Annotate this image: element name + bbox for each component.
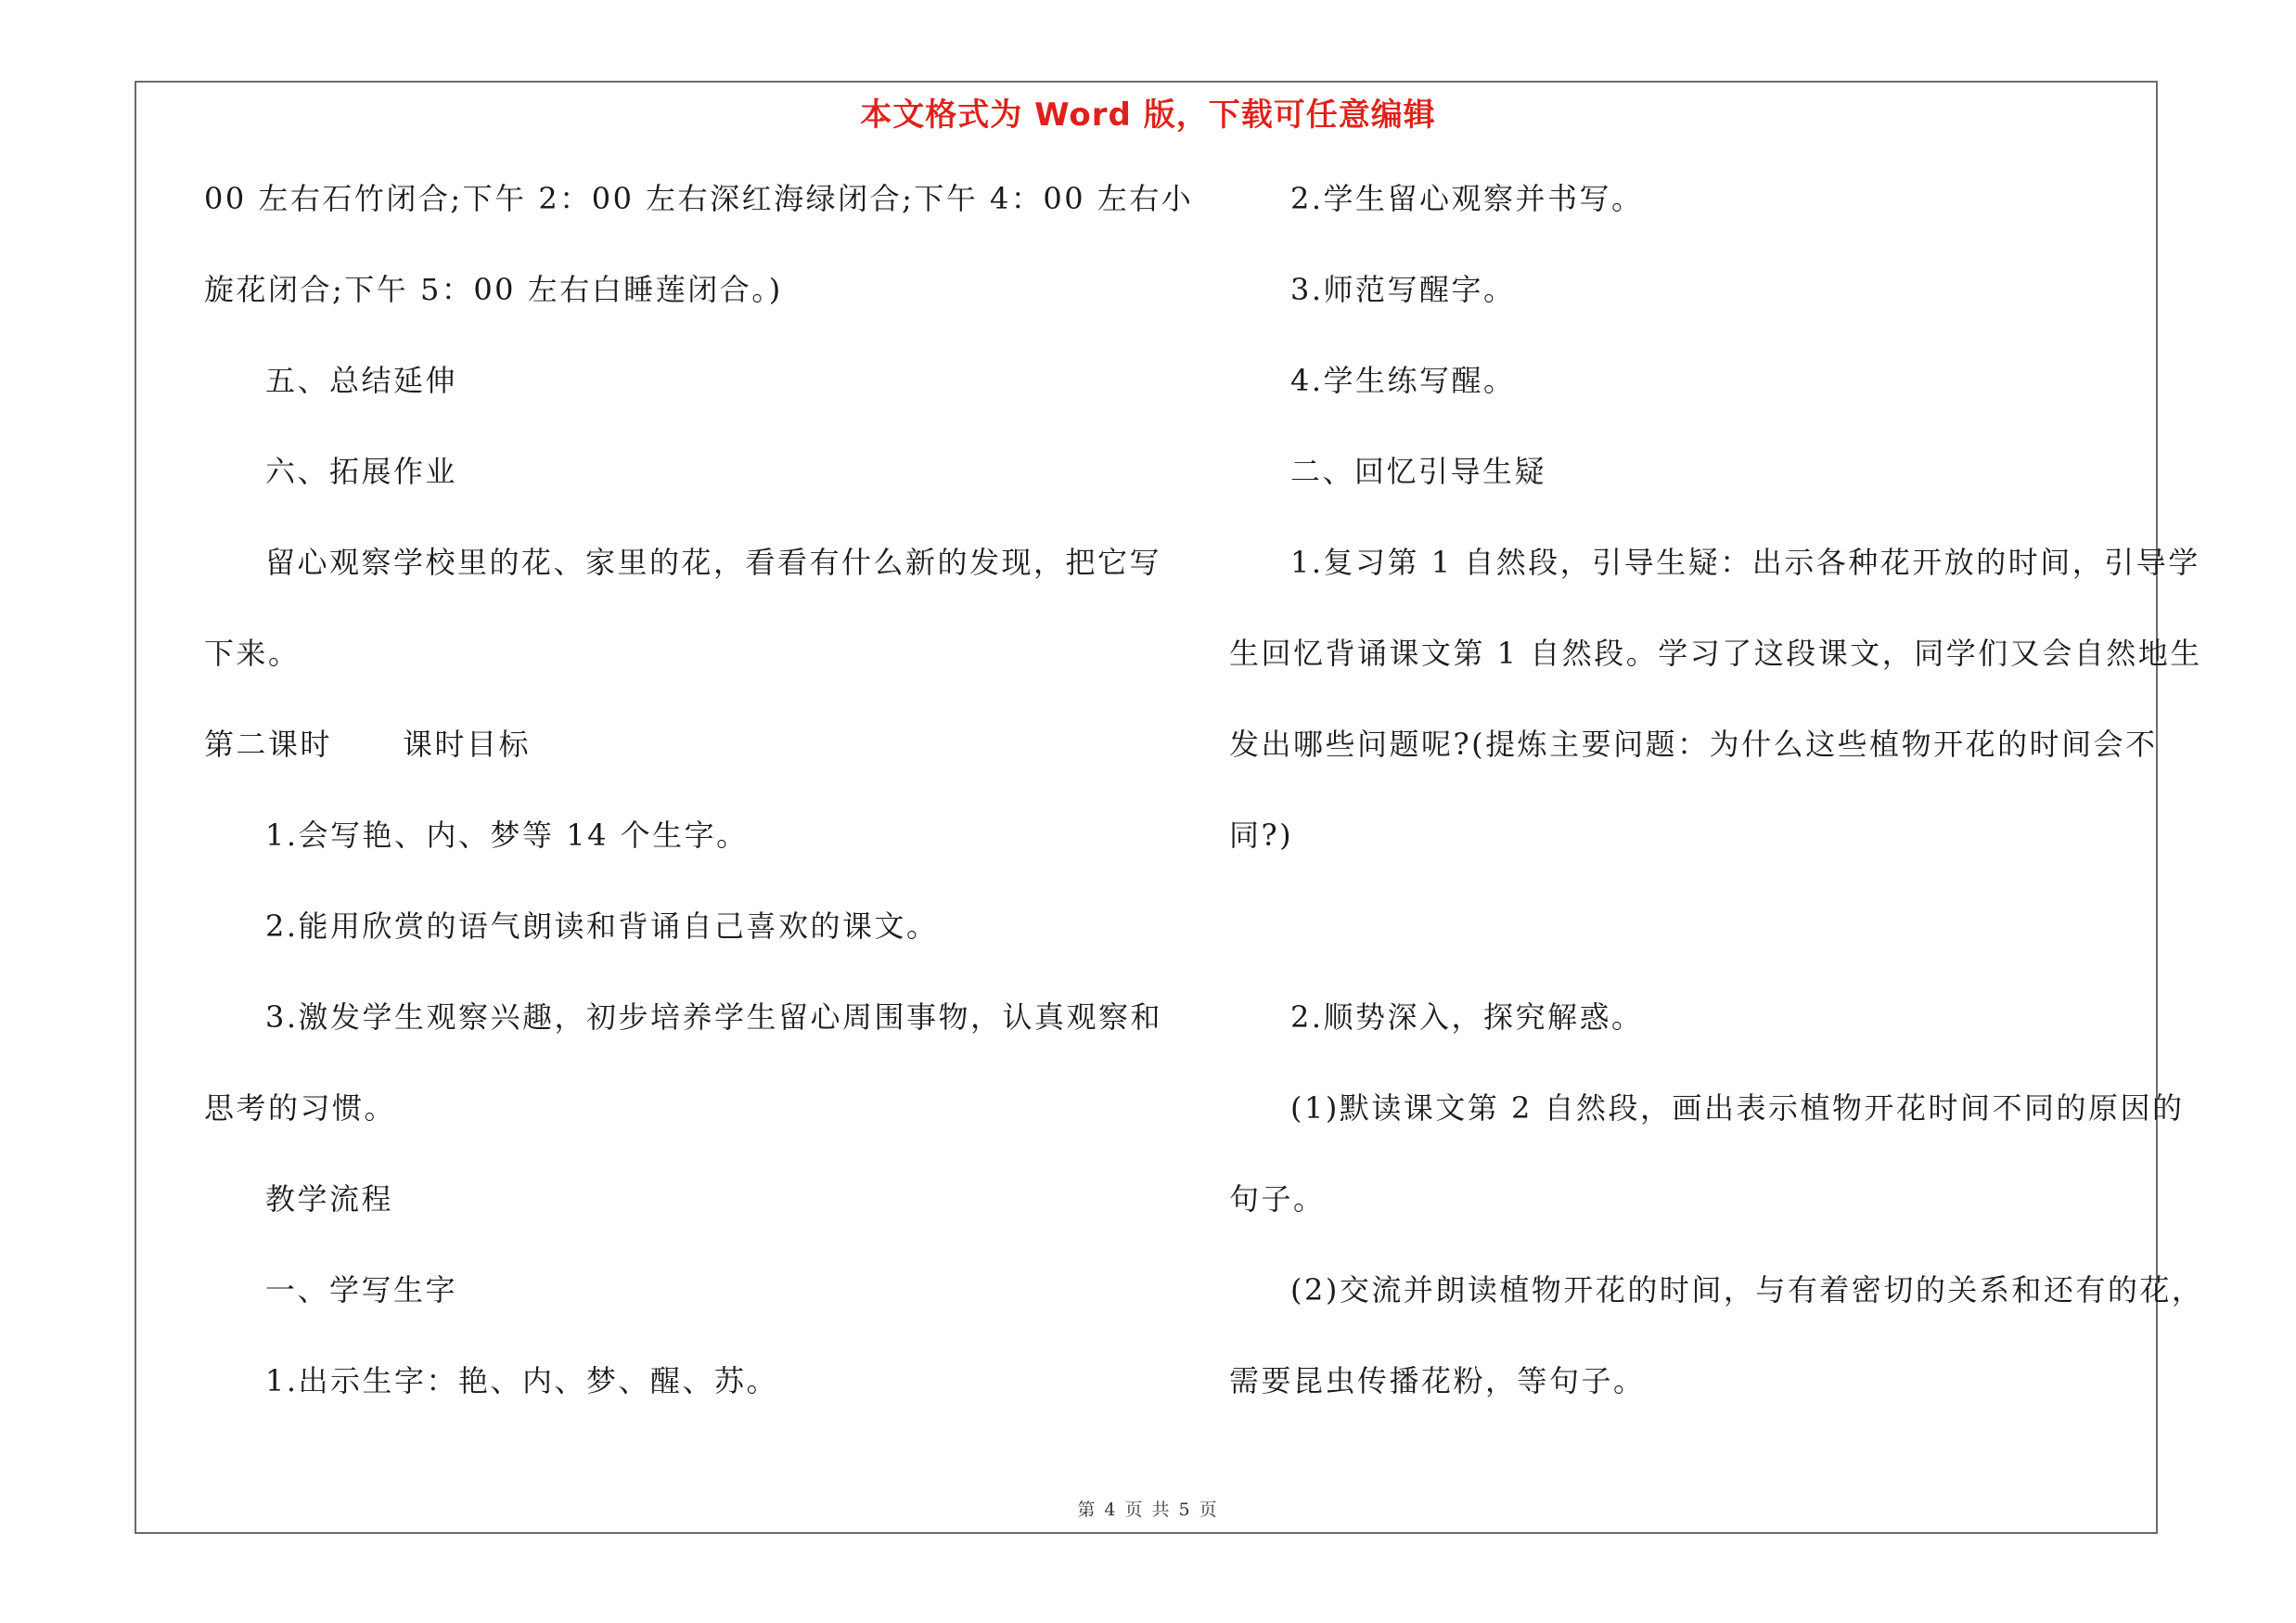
objective-item: 2.能用欣赏的语气朗读和背诵自己喜欢的课文。 <box>265 908 939 944</box>
section-heading: 六、拓展作业 <box>265 454 458 489</box>
section-heading: 五、总结延伸 <box>265 363 458 398</box>
objective-item: 3.激发学生观察兴趣，初步培养学生留心周围事物，认真观察和 <box>265 999 1163 1035</box>
paragraph-line: (2)交流并朗读植物开花的时间，与有着密切的关系和还有的花， <box>1290 1272 2204 1307</box>
paragraph-line: (1)默读课文第 2 自然段，画出表示植物开花时间不同的原因的 <box>1290 1090 2185 1126</box>
paragraph-line: 生回忆背诵课文第 1 自然段。学习了这段课文，同学们又会自然地生 <box>1229 636 2202 671</box>
paragraph-line: 发出哪些问题呢?(提炼主要问题：为什么这些植物开花的时间会不 <box>1229 727 2158 762</box>
paragraph-line: 思考的习惯。 <box>204 1090 397 1126</box>
paragraph-line: 4.学生练写醒。 <box>1290 363 1516 398</box>
section-heading: 教学流程 <box>265 1181 394 1217</box>
paragraph-line: 下来。 <box>204 636 301 671</box>
paragraph-line: 2.学生留心观察并书写。 <box>1290 181 1644 216</box>
paragraph-line: 1.复习第 1 自然段，引导生疑：出示各种花开放的时间，引导学 <box>1290 545 2200 580</box>
paragraph-line: 3.师范写醒字。 <box>1290 272 1516 307</box>
paragraph-line: 留心观察学校里的花、家里的花，看看有什么新的发现，把它写 <box>265 545 1162 580</box>
header-banner: 本文格式为 Word 版，下载可任意编辑 <box>860 97 1436 134</box>
page-footer: 第 4 页 共 5 页 <box>1077 1500 1219 1520</box>
section-heading: 二、回忆引导生疑 <box>1290 454 1547 489</box>
lesson-heading: 第二课时 课时目标 <box>204 727 532 762</box>
paragraph-line: 00 左右石竹闭合;下午 2：00 左右深红海绿闭合;下午 4：00 左右小 <box>204 181 1194 216</box>
paragraph-line: 1.出示生字：艳、内、梦、醒、苏。 <box>265 1363 779 1398</box>
section-heading: 一、学写生字 <box>265 1272 458 1307</box>
paragraph-line: 2.顺势深入，探究解惑。 <box>1290 999 1644 1035</box>
paragraph-line: 旋花闭合;下午 5：00 左右白睡莲闭合。) <box>204 272 783 307</box>
paragraph-line: 同?) <box>1229 818 1294 853</box>
paragraph-line: 句子。 <box>1229 1181 1326 1217</box>
paragraph-line: 需要昆虫传播花粉，等句子。 <box>1229 1363 1646 1398</box>
objective-item: 1.会写艳、内、梦等 14 个生字。 <box>265 818 749 853</box>
